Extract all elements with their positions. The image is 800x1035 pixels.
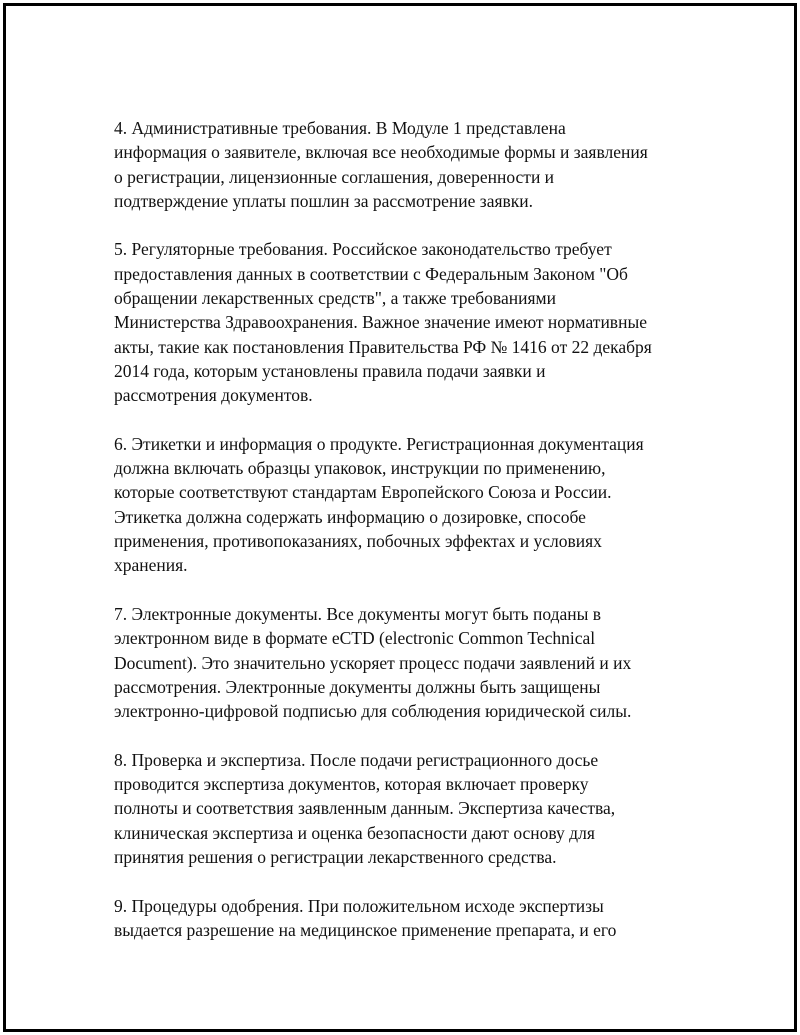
text-line: выдается разрешение на медицинское применение препарата, и его <box>114 919 617 940</box>
text-line: Этикетка должна содержать информацию о дозировке, способе <box>114 506 586 527</box>
text-line: клиническая экспертиза и оценка безопасности дают основу для <box>114 822 595 843</box>
text-line: Document). Это значительно ускоряет процесс подачи заявлений и их <box>114 652 632 673</box>
text-line: применения, противопоказаниях, побочных эффектах и условиях <box>114 531 602 552</box>
text-line: 8. Проверка и экспертиза. После подачи регистрационного досье <box>114 749 599 770</box>
text-line: обращении лекарственных средств", а также требованиями <box>114 288 556 309</box>
text-line: должна включать образцы упаковок, инструкции по применению, <box>114 458 606 479</box>
text-line: 6. Этикетки и информация о продукте. Регистрационная документация <box>114 433 644 454</box>
text-line: 9. Процедуры одобрения. При положительном исходе экспертизы <box>114 895 604 916</box>
text-line: подтверждение уплаты пошлин за рассмотрение заявки. <box>114 190 534 211</box>
text-line: электронно-цифровой подписью для соблюдения юридической силы. <box>114 701 632 722</box>
text-line: 4. Административные требования. В Модуле 1 представлена <box>114 118 566 138</box>
text-line: информация о заявителе, включая все необходимые формы и заявления <box>114 142 648 163</box>
text-line: рассмотрения документов. <box>114 385 313 406</box>
paragraph-regulatory-requirements <box>114 237 714 407</box>
text-line: принятия решения о регистрации лекарственного средства. <box>114 846 557 867</box>
text-line: полноты и соответствия заявленным данным. Экспертиза качества, <box>114 798 616 819</box>
text-line: рассмотрения. Электронные документы должны быть защищены <box>114 676 601 697</box>
text-line: которые соответствуют стандартам Европейского Союза и России. <box>114 482 612 503</box>
paragraph-approval-procedures <box>114 894 714 943</box>
text-line: электронном виде в формате eCTD (electronic Common Technical <box>114 628 596 649</box>
text-line: 7. Электронные документы. Все документы могут быть поданы в <box>114 603 602 624</box>
text-line: хранения. <box>114 555 188 576</box>
text-line: 5. Регуляторные требования. Российское законодательство требует <box>114 239 612 260</box>
text-line: проводится экспертиза документов, которая включает проверку <box>114 774 589 795</box>
document-body <box>114 116 714 966</box>
text-line: предоставления данных в соответствии с Федеральным Законом "Об <box>114 263 628 284</box>
text-line: 2014 года, которым установлены правила подачи заявки и <box>114 360 546 381</box>
text-line: Министерства Здравоохранения. Важное значение имеют нормативные <box>114 312 647 333</box>
paragraph-labels-product-info <box>114 432 714 578</box>
text-line: о регистрации, лицензионные соглашения, доверенности и <box>114 166 555 187</box>
paragraph-electronic-documents <box>114 602 714 723</box>
paragraph-administrative-requirements <box>114 116 714 213</box>
text-line: акты, такие как постановления Правительства РФ № 1416 от 22 декабря <box>114 336 652 357</box>
paragraph-review-expertise <box>114 748 714 869</box>
